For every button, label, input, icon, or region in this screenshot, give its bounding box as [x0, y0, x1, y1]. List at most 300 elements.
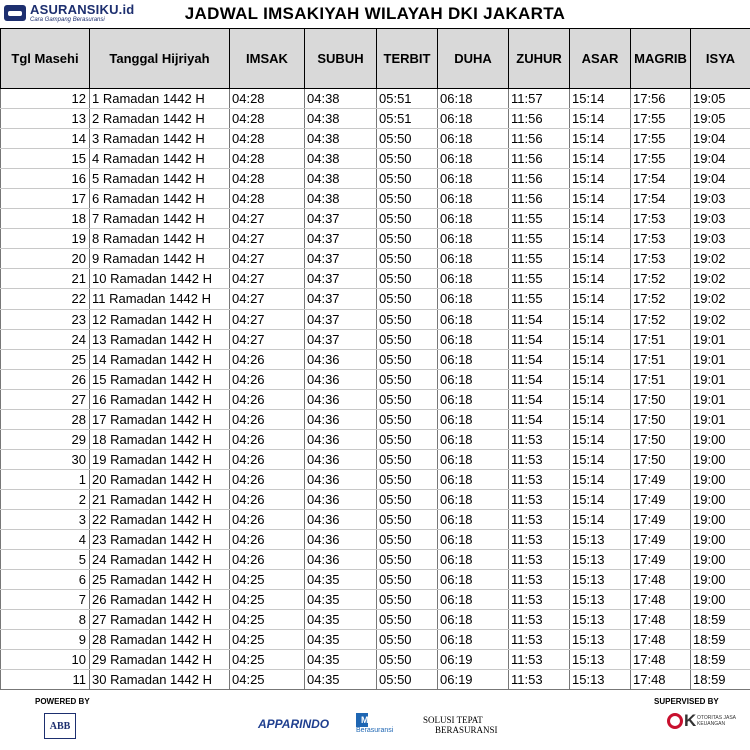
cell-isya: 19:00	[691, 509, 750, 529]
cell-magrib: 17:51	[631, 329, 691, 349]
cell-isya: 19:02	[691, 269, 750, 289]
cell-imsak: 04:25	[230, 630, 305, 650]
cell-terbit: 05:50	[377, 149, 438, 169]
table-row	[1, 670, 750, 690]
cell-imsak: 04:28	[230, 149, 305, 169]
cell-terbit: 05:50	[377, 610, 438, 630]
cell-imsak: 04:26	[230, 469, 305, 489]
cell-terbit: 05:50	[377, 369, 438, 389]
cell-magrib: 17:54	[631, 169, 691, 189]
cell-tanggal-hijriyah: 27 Ramadan 1442 H	[90, 610, 230, 630]
cell-imsak: 04:26	[230, 369, 305, 389]
cell-zuhur: 11:53	[509, 670, 570, 690]
cell-tanggal-hijriyah: 13 Ramadan 1442 H	[90, 329, 230, 349]
cell-imsak: 04:26	[230, 349, 305, 369]
cell-isya: 19:04	[691, 149, 750, 169]
cell-terbit: 05:50	[377, 229, 438, 249]
cell-tanggal-hijriyah: 29 Ramadan 1442 H	[90, 650, 230, 670]
cell-tanggal-hijriyah: 28 Ramadan 1442 H	[90, 630, 230, 650]
cell-tanggal-hijriyah: 25 Ramadan 1442 H	[90, 570, 230, 590]
cell-zuhur: 11:53	[509, 530, 570, 550]
cell-terbit: 05:50	[377, 670, 438, 690]
table-row	[1, 409, 750, 429]
cell-subuh: 04:35	[305, 630, 377, 650]
col-header-terbit: TERBIT	[377, 29, 438, 89]
cell-terbit: 05:50	[377, 429, 438, 449]
cell-tanggal-hijriyah: 17 Ramadan 1442 H	[90, 409, 230, 429]
table-row	[1, 570, 750, 590]
cell-isya: 18:59	[691, 610, 750, 630]
cell-terbit: 05:51	[377, 89, 438, 109]
cell-imsak: 04:28	[230, 129, 305, 149]
table-row	[1, 530, 750, 550]
cell-magrib: 17:52	[631, 309, 691, 329]
cell-duha: 06:18	[438, 309, 509, 329]
cell-terbit: 05:50	[377, 509, 438, 529]
cell-tgl-masehi: 6	[1, 570, 90, 590]
cell-magrib: 17:49	[631, 469, 691, 489]
cell-duha: 06:18	[438, 89, 509, 109]
cell-magrib: 17:49	[631, 550, 691, 570]
cell-imsak: 04:27	[230, 309, 305, 329]
cell-isya: 18:59	[691, 670, 750, 690]
cell-terbit: 05:50	[377, 590, 438, 610]
powered-by-label: POWERED BY	[35, 697, 90, 706]
cell-asar: 15:13	[570, 610, 631, 630]
cell-subuh: 04:36	[305, 429, 377, 449]
cell-zuhur: 11:55	[509, 249, 570, 269]
cell-subuh: 04:35	[305, 570, 377, 590]
cell-zuhur: 11:53	[509, 590, 570, 610]
cell-imsak: 04:28	[230, 169, 305, 189]
cell-asar: 15:14	[570, 329, 631, 349]
cell-tgl-masehi: 23	[1, 309, 90, 329]
table-row	[1, 129, 750, 149]
solusi-line-2: BERASURANSI	[435, 725, 498, 735]
cell-asar: 15:13	[570, 570, 631, 590]
cell-asar: 15:14	[570, 149, 631, 169]
table-row	[1, 209, 750, 229]
cell-asar: 15:14	[570, 489, 631, 509]
mari-logo-bottom: Berasuransi	[356, 727, 394, 734]
cell-isya: 19:01	[691, 369, 750, 389]
cell-isya: 19:00	[691, 429, 750, 449]
cell-isya: 19:00	[691, 449, 750, 469]
brand-tagline: Cara Gampang Berasuransi	[30, 17, 105, 23]
cell-zuhur: 11:54	[509, 389, 570, 409]
cell-duha: 06:18	[438, 109, 509, 129]
cell-duha: 06:18	[438, 630, 509, 650]
cell-duha: 06:18	[438, 369, 509, 389]
cell-tgl-masehi: 4	[1, 530, 90, 550]
cell-imsak: 04:27	[230, 289, 305, 309]
cell-magrib: 17:56	[631, 89, 691, 109]
cell-magrib: 17:52	[631, 269, 691, 289]
cell-tgl-masehi: 7	[1, 590, 90, 610]
cell-duha: 06:18	[438, 509, 509, 529]
cell-duha: 06:18	[438, 590, 509, 610]
cell-duha: 06:18	[438, 570, 509, 590]
cell-imsak: 04:27	[230, 229, 305, 249]
cell-magrib: 17:55	[631, 149, 691, 169]
cell-tgl-masehi: 30	[1, 449, 90, 469]
ojk-logo-icon	[667, 713, 683, 729]
cell-asar: 15:14	[570, 469, 631, 489]
cell-isya: 19:01	[691, 389, 750, 409]
cell-imsak: 04:26	[230, 449, 305, 469]
cell-imsak: 04:27	[230, 329, 305, 349]
solusi-line-1: SOLUSI TEPAT	[423, 715, 483, 725]
cell-zuhur: 11:53	[509, 449, 570, 469]
cell-zuhur: 11:53	[509, 489, 570, 509]
ojk-logo-text: OTORITAS JASA KEUANGAN	[697, 715, 736, 727]
cell-asar: 15:13	[570, 670, 631, 690]
cell-duha: 06:18	[438, 249, 509, 269]
cell-zuhur: 11:55	[509, 209, 570, 229]
table-row	[1, 329, 750, 349]
cell-duha: 06:18	[438, 329, 509, 349]
cell-asar: 15:14	[570, 249, 631, 269]
cell-tgl-masehi: 28	[1, 409, 90, 429]
cell-isya: 19:05	[691, 89, 750, 109]
cell-magrib: 17:48	[631, 630, 691, 650]
cell-subuh: 04:36	[305, 509, 377, 529]
cell-asar: 15:14	[570, 349, 631, 369]
cell-zuhur: 11:53	[509, 610, 570, 630]
table-row	[1, 189, 750, 209]
cell-magrib: 17:52	[631, 289, 691, 309]
cell-isya: 19:05	[691, 109, 750, 129]
cell-tgl-masehi: 24	[1, 329, 90, 349]
cell-imsak: 04:26	[230, 509, 305, 529]
cell-duha: 06:18	[438, 469, 509, 489]
col-header-tgl-masehi: Tgl Masehi	[1, 29, 90, 89]
cell-terbit: 05:50	[377, 329, 438, 349]
cell-subuh: 04:38	[305, 149, 377, 169]
cell-terbit: 05:50	[377, 269, 438, 289]
cell-asar: 15:14	[570, 229, 631, 249]
cell-subuh: 04:36	[305, 469, 377, 489]
cell-duha: 06:18	[438, 429, 509, 449]
cell-subuh: 04:38	[305, 129, 377, 149]
cell-subuh: 04:37	[305, 249, 377, 269]
cell-terbit: 05:50	[377, 469, 438, 489]
cell-zuhur: 11:56	[509, 109, 570, 129]
cell-duha: 06:18	[438, 189, 509, 209]
cell-isya: 19:01	[691, 329, 750, 349]
cell-magrib: 17:50	[631, 449, 691, 469]
cell-imsak: 04:27	[230, 209, 305, 229]
cell-asar: 15:14	[570, 129, 631, 149]
cell-imsak: 04:25	[230, 650, 305, 670]
cell-tanggal-hijriyah: 5 Ramadan 1442 H	[90, 169, 230, 189]
cell-zuhur: 11:54	[509, 329, 570, 349]
cell-tgl-masehi: 22	[1, 289, 90, 309]
cell-zuhur: 11:53	[509, 429, 570, 449]
cell-tgl-masehi: 9	[1, 630, 90, 650]
cell-magrib: 17:48	[631, 590, 691, 610]
cell-asar: 15:14	[570, 429, 631, 449]
cell-tgl-masehi: 20	[1, 249, 90, 269]
table-row	[1, 429, 750, 449]
table-row	[1, 369, 750, 389]
cell-subuh: 04:36	[305, 369, 377, 389]
cell-asar: 15:14	[570, 209, 631, 229]
cell-zuhur: 11:55	[509, 269, 570, 289]
cell-terbit: 05:50	[377, 289, 438, 309]
cell-tgl-masehi: 12	[1, 89, 90, 109]
cell-asar: 15:14	[570, 389, 631, 409]
cell-tgl-masehi: 8	[1, 610, 90, 630]
cell-subuh: 04:37	[305, 309, 377, 329]
cell-terbit: 05:50	[377, 129, 438, 149]
cell-asar: 15:14	[570, 269, 631, 289]
table-row	[1, 249, 750, 269]
cell-imsak: 04:27	[230, 249, 305, 269]
cell-tanggal-hijriyah: 24 Ramadan 1442 H	[90, 550, 230, 570]
cell-terbit: 05:50	[377, 630, 438, 650]
table-row	[1, 349, 750, 369]
cell-subuh: 04:35	[305, 590, 377, 610]
cell-duha: 06:18	[438, 149, 509, 169]
cell-duha: 06:18	[438, 489, 509, 509]
table-body	[1, 89, 750, 690]
cell-duha: 06:18	[438, 269, 509, 289]
cell-duha: 06:18	[438, 610, 509, 630]
col-header-imsak: IMSAK	[230, 29, 305, 89]
cell-duha: 06:18	[438, 289, 509, 309]
cell-subuh: 04:36	[305, 489, 377, 509]
cell-tanggal-hijriyah: 30 Ramadan 1442 H	[90, 670, 230, 690]
cell-tgl-masehi: 3	[1, 509, 90, 529]
cell-isya: 18:59	[691, 630, 750, 650]
table-row	[1, 229, 750, 249]
cell-magrib: 17:51	[631, 349, 691, 369]
cell-terbit: 05:50	[377, 209, 438, 229]
cell-magrib: 17:49	[631, 530, 691, 550]
col-header-duha: DUHA	[438, 29, 509, 89]
cell-asar: 15:13	[570, 630, 631, 650]
cell-isya: 19:01	[691, 349, 750, 369]
cell-subuh: 04:37	[305, 269, 377, 289]
cell-zuhur: 11:56	[509, 169, 570, 189]
cell-tanggal-hijriyah: 7 Ramadan 1442 H	[90, 209, 230, 229]
cell-magrib: 17:50	[631, 429, 691, 449]
cell-duha: 06:19	[438, 650, 509, 670]
cell-imsak: 04:26	[230, 530, 305, 550]
table-row	[1, 590, 750, 610]
cell-subuh: 04:36	[305, 530, 377, 550]
cell-zuhur: 11:56	[509, 129, 570, 149]
cell-isya: 19:03	[691, 229, 750, 249]
cell-magrib: 17:49	[631, 489, 691, 509]
cell-duha: 06:19	[438, 670, 509, 690]
cell-tgl-masehi: 26	[1, 369, 90, 389]
cell-subuh: 04:38	[305, 169, 377, 189]
cell-imsak: 04:25	[230, 590, 305, 610]
cell-duha: 06:18	[438, 409, 509, 429]
table-row	[1, 389, 750, 409]
cell-tgl-masehi: 19	[1, 229, 90, 249]
cell-isya: 19:02	[691, 309, 750, 329]
cell-tanggal-hijriyah: 16 Ramadan 1442 H	[90, 389, 230, 409]
cell-tanggal-hijriyah: 21 Ramadan 1442 H	[90, 489, 230, 509]
cell-tanggal-hijriyah: 8 Ramadan 1442 H	[90, 229, 230, 249]
cell-asar: 15:14	[570, 89, 631, 109]
cell-terbit: 05:51	[377, 109, 438, 129]
cell-tanggal-hijriyah: 4 Ramadan 1442 H	[90, 149, 230, 169]
cell-tanggal-hijriyah: 6 Ramadan 1442 H	[90, 189, 230, 209]
cell-subuh: 04:35	[305, 670, 377, 690]
cell-magrib: 17:53	[631, 209, 691, 229]
cell-tanggal-hijriyah: 1 Ramadan 1442 H	[90, 89, 230, 109]
cell-zuhur: 11:53	[509, 570, 570, 590]
cell-duha: 06:18	[438, 349, 509, 369]
cell-terbit: 05:50	[377, 489, 438, 509]
cell-tanggal-hijriyah: 26 Ramadan 1442 H	[90, 590, 230, 610]
cell-tanggal-hijriyah: 22 Ramadan 1442 H	[90, 509, 230, 529]
cell-duha: 06:18	[438, 389, 509, 409]
cell-subuh: 04:38	[305, 89, 377, 109]
cell-terbit: 05:50	[377, 530, 438, 550]
table-row	[1, 169, 750, 189]
cell-tgl-masehi: 10	[1, 650, 90, 670]
cell-subuh: 04:36	[305, 550, 377, 570]
cell-imsak: 04:27	[230, 269, 305, 289]
cell-zuhur: 11:56	[509, 149, 570, 169]
mari-logo-top: MARI	[361, 715, 384, 725]
table-row	[1, 630, 750, 650]
table-row	[1, 89, 750, 109]
cell-tanggal-hijriyah: 3 Ramadan 1442 H	[90, 129, 230, 149]
abb-logo	[44, 713, 76, 739]
cell-tanggal-hijriyah: 11 Ramadan 1442 H	[90, 289, 230, 309]
cell-tgl-masehi: 18	[1, 209, 90, 229]
cell-zuhur: 11:53	[509, 650, 570, 670]
apparindo-logo: APPARINDO	[258, 717, 330, 731]
cell-tanggal-hijriyah: 18 Ramadan 1442 H	[90, 429, 230, 449]
cell-imsak: 04:25	[230, 670, 305, 690]
cell-imsak: 04:28	[230, 89, 305, 109]
cell-zuhur: 11:57	[509, 89, 570, 109]
cell-imsak: 04:26	[230, 489, 305, 509]
cell-tgl-masehi: 29	[1, 429, 90, 449]
cell-asar: 15:13	[570, 650, 631, 670]
cell-imsak: 04:28	[230, 109, 305, 129]
solusi-tepat-logo	[423, 715, 498, 735]
cell-imsak: 04:26	[230, 429, 305, 449]
table-row	[1, 309, 750, 329]
cell-isya: 19:04	[691, 129, 750, 149]
cell-terbit: 05:50	[377, 249, 438, 269]
table-row	[1, 149, 750, 169]
cell-terbit: 05:50	[377, 309, 438, 329]
cell-magrib: 17:48	[631, 570, 691, 590]
table-row	[1, 509, 750, 529]
table-row	[1, 469, 750, 489]
cell-zuhur: 11:54	[509, 349, 570, 369]
cell-tanggal-hijriyah: 19 Ramadan 1442 H	[90, 449, 230, 469]
cell-duha: 06:18	[438, 209, 509, 229]
cell-terbit: 05:50	[377, 650, 438, 670]
cell-asar: 15:14	[570, 189, 631, 209]
cell-asar: 15:14	[570, 369, 631, 389]
table-row	[1, 610, 750, 630]
cell-isya: 19:00	[691, 590, 750, 610]
cell-tgl-masehi: 17	[1, 189, 90, 209]
footer	[0, 693, 750, 750]
col-header-subuh: SUBUH	[305, 29, 377, 89]
cell-magrib: 17:48	[631, 650, 691, 670]
cell-isya: 19:00	[691, 469, 750, 489]
cell-duha: 06:18	[438, 229, 509, 249]
cell-terbit: 05:50	[377, 349, 438, 369]
cell-asar: 15:14	[570, 309, 631, 329]
cell-subuh: 04:38	[305, 109, 377, 129]
mari-berasuransi-logo	[356, 713, 398, 737]
cell-isya: 19:01	[691, 409, 750, 429]
table-row	[1, 449, 750, 469]
table-row	[1, 289, 750, 309]
cell-tgl-masehi: 16	[1, 169, 90, 189]
cell-tanggal-hijriyah: 23 Ramadan 1442 H	[90, 530, 230, 550]
cell-tanggal-hijriyah: 10 Ramadan 1442 H	[90, 269, 230, 289]
cell-tanggal-hijriyah: 15 Ramadan 1442 H	[90, 369, 230, 389]
col-header-magrib: MAGRIB	[631, 29, 691, 89]
brand-name: ASURANSIKU.id	[30, 2, 135, 17]
abb-logo-text: ABB	[49, 720, 71, 732]
cell-subuh: 04:37	[305, 229, 377, 249]
cell-isya: 19:03	[691, 209, 750, 229]
cell-isya: 18:59	[691, 650, 750, 670]
cell-tanggal-hijriyah: 2 Ramadan 1442 H	[90, 109, 230, 129]
cell-tgl-masehi: 25	[1, 349, 90, 369]
cell-magrib: 17:50	[631, 409, 691, 429]
cell-isya: 19:02	[691, 249, 750, 269]
cell-tgl-masehi: 2	[1, 489, 90, 509]
table-row	[1, 550, 750, 570]
col-header-asar: ASAR	[570, 29, 631, 89]
cell-tanggal-hijriyah: 20 Ramadan 1442 H	[90, 469, 230, 489]
cell-subuh: 04:38	[305, 189, 377, 209]
cell-tgl-masehi: 13	[1, 109, 90, 129]
cell-tgl-masehi: 21	[1, 269, 90, 289]
cell-magrib: 17:55	[631, 129, 691, 149]
cell-imsak: 04:25	[230, 570, 305, 590]
cell-imsak: 04:26	[230, 550, 305, 570]
cell-zuhur: 11:53	[509, 630, 570, 650]
cell-subuh: 04:37	[305, 329, 377, 349]
cell-terbit: 05:50	[377, 449, 438, 469]
cell-isya: 19:03	[691, 189, 750, 209]
cell-asar: 15:14	[570, 449, 631, 469]
table-header-row	[1, 29, 750, 89]
cell-zuhur: 11:54	[509, 369, 570, 389]
cell-zuhur: 11:55	[509, 229, 570, 249]
cell-imsak: 04:25	[230, 610, 305, 630]
table-row	[1, 109, 750, 129]
cell-duha: 06:18	[438, 169, 509, 189]
cell-magrib: 17:55	[631, 109, 691, 129]
cell-zuhur: 11:54	[509, 309, 570, 329]
cell-magrib: 17:51	[631, 369, 691, 389]
cell-magrib: 17:48	[631, 610, 691, 630]
cell-isya: 19:04	[691, 169, 750, 189]
cell-zuhur: 11:55	[509, 289, 570, 309]
cell-subuh: 04:36	[305, 409, 377, 429]
schedule-table	[0, 28, 750, 690]
cell-zuhur: 11:54	[509, 409, 570, 429]
